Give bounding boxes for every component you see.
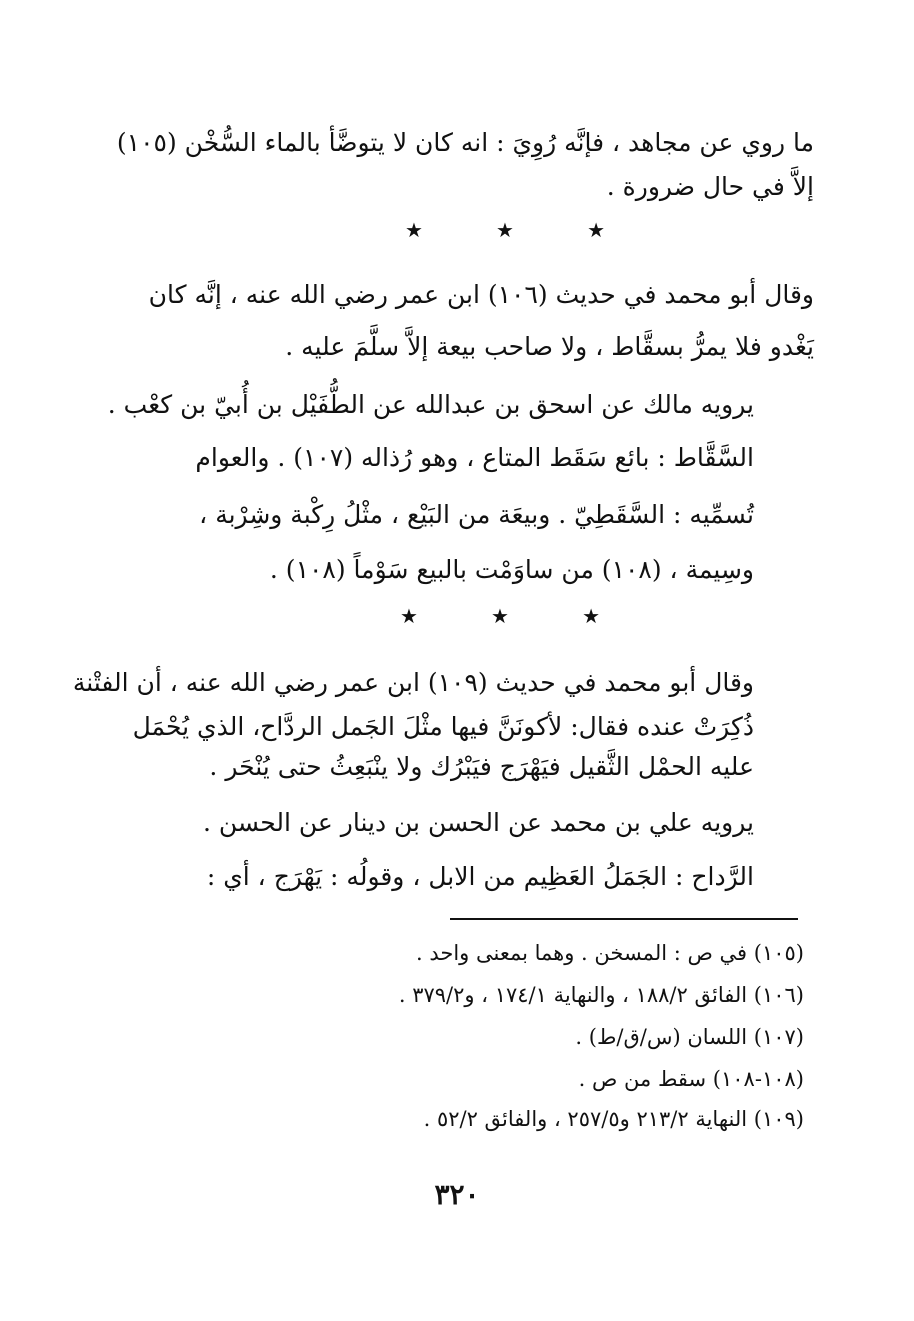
text-line: وقال أبو محمد في حديث (١٠٩) ابن عمر رضي الله عنه ، أن الفتْنة — [72, 668, 754, 697]
text-line: يرويه علي بن محمد عن الحسن بن دينار عن الحسن . — [202, 808, 754, 837]
footnote-divider — [450, 918, 798, 920]
section-separator — [400, 604, 600, 634]
page-number: ٣٢٠ — [434, 1178, 480, 1211]
footnote: (١٠٦) الفائق ١٨٨/٢ ، والنهاية ١٧٤/١ ، و٣٧٩/٢ . — [398, 983, 804, 1007]
text-line: إلاَّ في حال ضرورة . — [606, 172, 814, 201]
text-line: وسِيمة ، (١٠٨) من ساوَمْت بالبيع سَوْماً (١٠٨) . — [269, 555, 754, 584]
star-icon: ★ — [400, 604, 418, 628]
star-icon: ★ — [405, 218, 423, 242]
footnote: (١٠٨-١٠٨) سقط من ص . — [578, 1067, 804, 1091]
text-line: وقال أبو محمد في حديث (١٠٦) ابن عمر رضي الله عنه ، إنَّه كان — [148, 280, 814, 309]
text-line: السَّقَّاط : بائع سَقَط المتاع ، وهو رُذاله (١٠٧) . والعوام — [195, 443, 754, 472]
footnote: (١٠٩) النهاية ٢١٣/٢ و٢٥٧/٥ ، والفائق ٥٢/٢ . — [423, 1107, 804, 1131]
text-line: ما روي عن مجاهد ، فإنَّه رُوِيَ : انه كان لا يتوضَّأ بالماء السُّخْن (١٠٥) — [116, 128, 814, 157]
star-icon: ★ — [582, 604, 600, 628]
text-line: تُسمِّيه : السَّقَطِيّ . وبيعَة من البَيْع ، مثْلُ رِكْبة وشِرْبة ، — [199, 500, 754, 529]
footnote: (١٠٥) في ص : المسخن . وهما بمعنى واحد . — [415, 941, 804, 965]
star-icon: ★ — [491, 604, 509, 628]
footnote: (١٠٧) اللسان (س/ق/ط) . — [575, 1025, 804, 1049]
star-icon: ★ — [496, 218, 514, 242]
section-separator — [405, 218, 605, 248]
star-icon: ★ — [587, 218, 605, 242]
text-line: الرَّداح : الجَمَلُ العَظِيم من الابل ، وقولُه : يَهْرَج ، أي : — [206, 862, 754, 891]
text-line: عليه الحمْل الثَّقيل فيَهْرَج فيَبْرُك ولا ينْبَعِثُ حتى يُنْحَر . — [209, 752, 754, 781]
text-line: يرويه مالك عن اسحق بن عبدالله عن الطُّفَيْل بن أُبيّ بن كعْب . — [107, 390, 754, 419]
text-line: يَغْدو فلا يمرُّ بسقَّاط ، ولا صاحب بيعة إلاَّ سلَّمَ عليه . — [285, 332, 814, 361]
text-line: ذُكِرَتْ عنده فقال: لأكونَنَّ فيها مثْلَ الجَمل الردَّاح، الذي يُحْمَل — [132, 712, 754, 741]
